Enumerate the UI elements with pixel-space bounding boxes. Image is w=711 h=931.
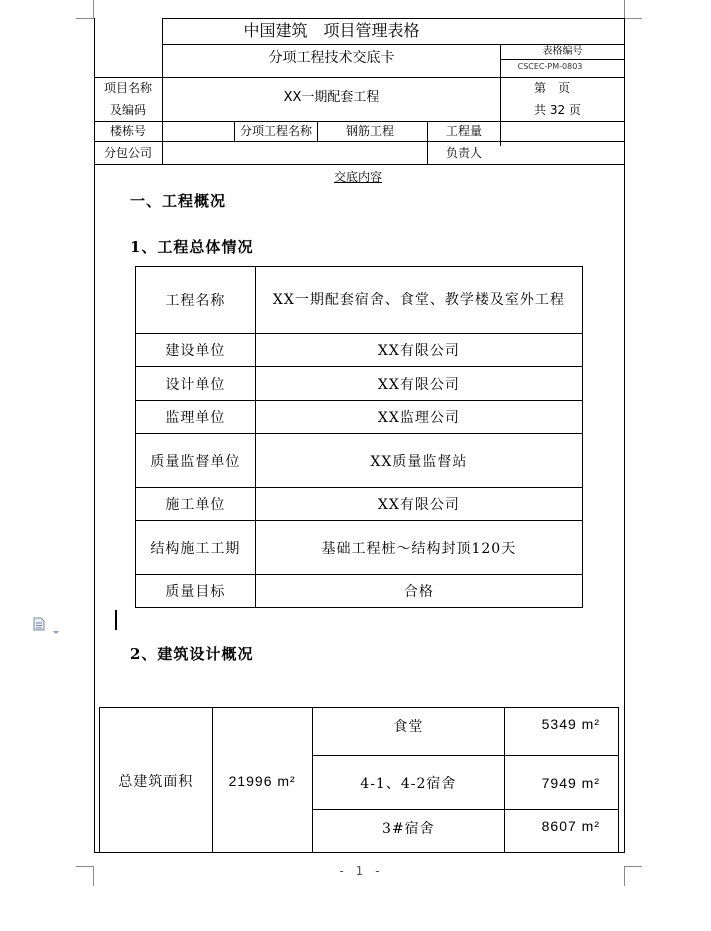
building-area: 8607 m²	[505, 810, 619, 854]
crop-mark	[624, 866, 642, 867]
info-value: 合格	[255, 575, 582, 608]
heading-architecture: 2、建筑设计概况	[130, 645, 254, 663]
crop-mark	[76, 18, 94, 19]
info-value: XX一期配套宿舍、食堂、教学楼及室外工程	[255, 267, 582, 334]
project-label-line2: 及编码	[109, 103, 146, 117]
building-name: 3#宿舍	[312, 810, 505, 854]
table-row	[136, 334, 583, 367]
info-value: XX有限公司	[255, 488, 582, 521]
building-area: 7949 m²	[505, 756, 619, 810]
page-number-label: 第 页	[534, 81, 571, 95]
document-icon[interactable]	[33, 616, 45, 630]
table-row	[136, 267, 583, 334]
project-info-table	[135, 266, 583, 608]
form-title: 分项工程技术交底卡	[268, 50, 395, 66]
table-row	[136, 521, 583, 575]
table-row	[136, 575, 583, 608]
area-label: 总建筑面积	[100, 708, 213, 854]
building-area: 5349 m²	[505, 708, 619, 756]
crop-mark	[76, 866, 94, 867]
org-title: 中国建筑 项目管理表格	[243, 21, 420, 40]
building-label: 楼栋号	[109, 124, 146, 138]
subitem-label: 分项工程名称	[239, 124, 312, 138]
area-total: 21996 m²	[212, 708, 312, 854]
table-row	[136, 367, 583, 401]
info-value: XX监理公司	[255, 401, 582, 434]
subcontractor-label: 分包公司	[103, 146, 152, 160]
crop-mark	[624, 0, 625, 18]
project-name: XX一期配套工程	[283, 90, 380, 105]
info-value: XX有限公司	[255, 334, 582, 367]
person-label: 负责人	[445, 146, 482, 160]
section-label: 交底内容	[334, 170, 383, 184]
quantity-label: 工程量	[445, 124, 482, 138]
crop-mark	[624, 18, 642, 19]
info-value: XX质量监督站	[255, 434, 582, 488]
info-label: 施工单位	[136, 488, 256, 521]
chevron-down-icon[interactable]	[52, 620, 60, 626]
form-number: CSCEC-PM-0803	[517, 62, 583, 71]
page-total: 共 32 页	[534, 103, 581, 117]
table-row	[100, 708, 619, 756]
table-row	[136, 401, 583, 434]
info-label: 质量监督单位	[136, 434, 256, 488]
info-label: 建设单位	[136, 334, 256, 367]
table-row	[136, 434, 583, 488]
area-table	[99, 707, 619, 854]
building-name: 4-1、4-2宿舍	[312, 756, 505, 810]
building-name: 食堂	[312, 708, 505, 756]
info-label: 工程名称	[136, 267, 256, 334]
info-label: 结构施工工期	[136, 521, 256, 575]
form-number-label: 表格编号	[542, 46, 583, 57]
heading-overview: 一、工程概况	[130, 192, 227, 210]
info-value: 基础工程桩～结构封顶120天	[255, 521, 582, 575]
heading-general-info: 1、工程总体情况	[130, 238, 254, 256]
info-value: XX有限公司	[255, 367, 582, 401]
info-label: 设计单位	[136, 367, 256, 401]
page-footer-number: - 1 -	[339, 864, 380, 878]
text-cursor	[115, 610, 117, 630]
crop-mark	[93, 0, 94, 18]
info-label: 质量目标	[136, 575, 256, 608]
subitem-value: 钢筋工程	[346, 124, 395, 138]
table-row	[136, 488, 583, 521]
info-label: 监理单位	[136, 401, 256, 434]
project-label-line1: 项目名称	[103, 81, 152, 95]
